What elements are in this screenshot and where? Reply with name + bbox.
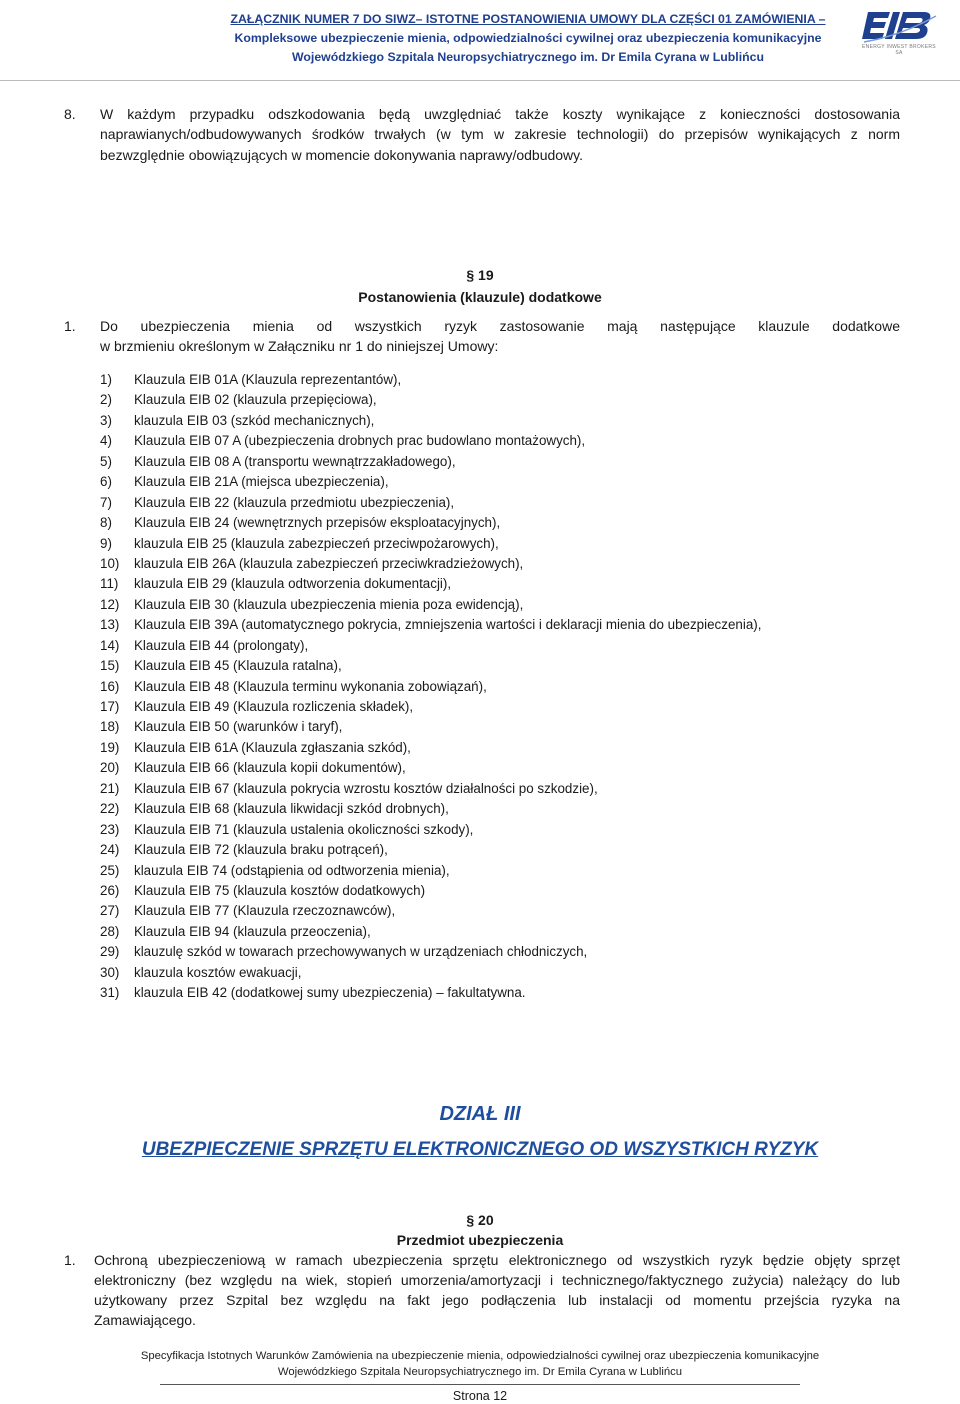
footer-line-1: Specyfikacja Istotnych Warunków Zamówienia na ubezpieczenie mienia, odpowiedzialności cywilnej oraz ubezpieczenia komunikacyjne — [140, 1350, 820, 1362]
dzial-label: DZIAŁ III — [439, 1103, 521, 1125]
section-19-number: § 19 — [466, 267, 494, 283]
list-item-text: klauzula EIB 42 (dodatkowej sumy ubezpieczenia) – fakultatywna. — [134, 985, 526, 1001]
list-item — [100, 615, 900, 635]
list-item — [100, 677, 900, 697]
list-item-text: Klauzula EIB 39A (automatycznego pokrycia, zmniejszenia wartości i deklaracji mienia do ubezpieczenia), — [134, 617, 762, 633]
list-item-number: 11) — [100, 576, 119, 592]
list-item — [100, 452, 900, 472]
list-item-text: Klauzula EIB 24 (wewnętrznych przepisów eksploatacyjnych), — [134, 515, 501, 531]
list-item-number: 20) — [100, 760, 120, 776]
list-item-number: 28) — [100, 923, 120, 939]
list-item-text: klauzula EIB 03 (szkód mechanicznych), — [134, 412, 375, 428]
list-item — [100, 656, 900, 676]
list-item-text: klauzula EIB 25 (klauzula zabezpieczeń przeciwpożarowych), — [134, 535, 499, 551]
list-item-text: klauzula EIB 29 (klauzula odtworzenia dokumentacji), — [134, 576, 452, 592]
list-item-number: 22) — [100, 801, 120, 817]
page-header — [0, 0, 960, 81]
list-item-number: 7) — [100, 494, 112, 510]
section-20-para-number: 1. — [64, 1252, 76, 1268]
list-item-number: 8) — [100, 515, 112, 531]
section-19-para-number: 1. — [64, 318, 76, 334]
list-item — [100, 861, 900, 881]
list-item — [100, 942, 900, 962]
list-item-number: 21) — [100, 780, 120, 796]
list-item-number: 14) — [100, 637, 120, 653]
list-item-number: 12) — [100, 596, 120, 612]
list-item — [100, 431, 900, 451]
list-item-text: Klauzula EIB 94 (klauzula przeoczenia), — [134, 923, 371, 939]
list-item — [100, 472, 900, 492]
list-item-text: Klauzula EIB 71 (klauzula ustalenia okoliczności szkody), — [134, 821, 474, 837]
header-line-3: Wojewódzkiego Szpitala Neuropsychiatrycznego im. Dr Emila Cyrana w Lublińcu — [292, 50, 764, 64]
list-item-number: 1) — [100, 372, 112, 387]
point-8-number: 8. — [64, 106, 76, 122]
list-item — [100, 779, 900, 799]
list-item — [100, 534, 900, 554]
list-item — [100, 799, 900, 819]
section-20-line-4: Zamawiającego. — [94, 1312, 196, 1328]
list-item-text: Klauzula EIB 48 (Klauzula terminu wykonania zobowiązań), — [134, 678, 487, 694]
list-item — [100, 636, 900, 656]
clause-list — [100, 370, 900, 1004]
header-text — [208, 10, 848, 67]
list-item-text: Klauzula EIB 30 (klauzula ubezpieczenia mienia poza ewidencją), — [134, 596, 524, 612]
list-item-text: klauzulę szkód w towarach przechowywanych w urządzeniach chłodniczych, — [134, 944, 588, 960]
list-item — [100, 717, 900, 737]
header-line-2: Kompleksowe ubezpieczenie mienia, odpowiedzialności cywilnej oraz ubezpieczenia komunikacyjne — [234, 31, 822, 45]
list-item — [100, 758, 900, 778]
list-item-text: Klauzula EIB 72 (klauzula braku potrąceń), — [134, 842, 388, 858]
list-item-number: 23) — [100, 821, 120, 837]
list-item-text: Klauzula EIB 68 (klauzula likwidacji szkód drobnych), — [134, 801, 449, 817]
list-item-text: Klauzula EIB 61A (Klauzula zgłaszania szkód), — [134, 739, 411, 755]
section-20-title: Przedmiot ubezpieczenia — [396, 1232, 564, 1248]
list-item-number: 15) — [100, 658, 120, 674]
list-item-text: Klauzula EIB 07 A (ubezpieczenia drobnych prac budowlano montażowych), — [134, 433, 586, 449]
list-item-text: Klauzula EIB 75 (klauzula kosztów dodatkowych) — [134, 882, 426, 898]
list-item — [100, 513, 900, 533]
list-item — [100, 370, 900, 390]
list-item-number: 5) — [100, 453, 112, 469]
section-19-intro-line-2: w brzmieniu określonym w Załączniku nr 1 do niniejszej Umowy: — [100, 338, 499, 354]
list-item-text: klauzula EIB 74 (odstąpienia od odtworzenia mienia), — [134, 862, 450, 878]
footer-line-2: Wojewódzkiego Szpitala Neuropsychiatrycznego im. Dr Emila Cyrana w Lublińcu — [277, 1366, 683, 1378]
list-item-number: 13) — [100, 617, 120, 633]
list-item-text: Klauzula EIB 02 (klauzula przepięciowa), — [134, 392, 377, 408]
list-item — [100, 697, 900, 717]
page-footer — [0, 1348, 960, 1380]
list-item-number: 29) — [100, 944, 120, 960]
point-8-line-3: bezwzględnie obowiązujących w momencie dokonywania naprawy/odbudowy. — [100, 147, 584, 163]
list-item-number: 31) — [100, 985, 120, 1001]
list-item-number: 4) — [100, 433, 112, 449]
page-number: Strona 12 — [452, 1389, 508, 1403]
list-item-text: Klauzula EIB 49 (Klauzula rozliczenia składek), — [134, 699, 414, 714]
list-item-text: Klauzula EIB 67 (klauzula pokrycia wzrostu kosztów działalności po szkodzie), — [134, 780, 598, 796]
list-item-number: 26) — [100, 882, 120, 898]
list-item-number: 2) — [100, 392, 112, 408]
list-item — [100, 881, 900, 901]
list-item-text: Klauzula EIB 08 A (transportu wewnątrzzakładowego), — [134, 453, 456, 469]
section-20-line-3: użytkowany przez Szpital bez względu na fakt jego podłączenia lub instalacji od momentu przejścia ryzyka na — [94, 1292, 900, 1308]
section-20-number: § 20 — [466, 1212, 494, 1228]
list-item-text: Klauzula EIB 66 (klauzula kopii dokumentów), — [134, 760, 406, 776]
list-item — [100, 820, 900, 840]
list-item-text: Klauzula EIB 22 (klauzula przedmiotu ubezpieczenia), — [134, 494, 455, 510]
list-item-text: klauzula kosztów ewakuacji, — [134, 964, 302, 980]
list-item-text: Klauzula EIB 01A (Klauzula reprezentantów), — [134, 372, 402, 387]
section-19-intro-line-1: Do ubezpieczenia mienia od wszystkich ryzyk zastosowanie mają następujące klauzule dodatkowe — [100, 318, 900, 334]
header-line-1: ZAŁĄCZNIK NUMER 7 DO SIWZ– ISTOTNE POSTANOWIENIA UMOWY DLA CZĘŚCI 01 ZAMÓWIENIA – — [230, 12, 826, 26]
point-8-line-1: W każdym przypadku odszkodowania będą uwzględniać także koszty wynikające z konieczności dostosowania — [100, 106, 900, 122]
list-item-number: 16) — [100, 678, 120, 694]
list-item-number: 3) — [100, 412, 112, 428]
list-item — [100, 554, 900, 574]
list-item-number: 24) — [100, 842, 120, 858]
list-item — [100, 901, 900, 921]
list-item-number: 9) — [100, 535, 112, 551]
list-item-number: 6) — [100, 474, 112, 490]
list-item — [100, 922, 900, 942]
list-item-text: Klauzula EIB 44 (prolongaty), — [134, 637, 309, 653]
list-item-text: klauzula EIB 26A (klauzula zabezpieczeń przeciwkradzieżowych), — [134, 555, 524, 571]
list-item-number: 17) — [100, 699, 120, 714]
list-item-number: 27) — [100, 903, 120, 919]
section-20-line-2: elektroniczny (bez względu na wiek, stopień umorzenia/amortyzacji i technicznego/faktycznego zużycia) należący do lub — [94, 1272, 900, 1288]
section-19-title: Postanowienia (klauzule) dodatkowe — [358, 289, 602, 305]
footer-divider — [160, 1384, 800, 1385]
list-item — [100, 595, 900, 615]
list-item — [100, 963, 900, 983]
section-20-line-1: Ochroną ubezpieczeniową w ramach ubezpieczenia sprzętu elektronicznego od wszystkich ryzyk będzie objęty sprzęt — [94, 1252, 900, 1268]
list-item-number: 19) — [100, 739, 120, 755]
list-item-number: 25) — [100, 862, 120, 878]
list-item-number: 30) — [100, 964, 120, 980]
list-item — [100, 390, 900, 410]
list-item-text: Klauzula EIB 45 (Klauzula ratalna), — [134, 658, 342, 674]
list-item-number: 18) — [100, 719, 120, 735]
list-item-text: Klauzula EIB 21A (miejsca ubezpieczenia), — [134, 474, 389, 490]
list-item — [100, 574, 900, 594]
list-item — [100, 840, 900, 860]
list-item-text: Klauzula EIB 77 (Klauzula rzeczoznawców), — [134, 903, 396, 919]
list-item-text: Klauzula EIB 50 (warunków i taryf), — [134, 719, 343, 735]
list-item — [100, 493, 900, 513]
list-item — [100, 738, 900, 758]
point-8-line-2: naprawianych/odbudowywanych środków trwałych (w tym w zakresie technologii) do przepisów wynikających z norm — [100, 126, 900, 142]
list-item-number: 10) — [100, 555, 120, 571]
list-item — [100, 411, 900, 431]
list-item — [100, 983, 900, 1003]
logo-tagline: ENERGY INWEST BROKERS SA — [862, 44, 936, 56]
dzial-title: UBEZPIECZENIE SPRZĘTU ELEKTRONICZNEGO OD WSZYSTKICH RYZYK — [141, 1139, 819, 1160]
